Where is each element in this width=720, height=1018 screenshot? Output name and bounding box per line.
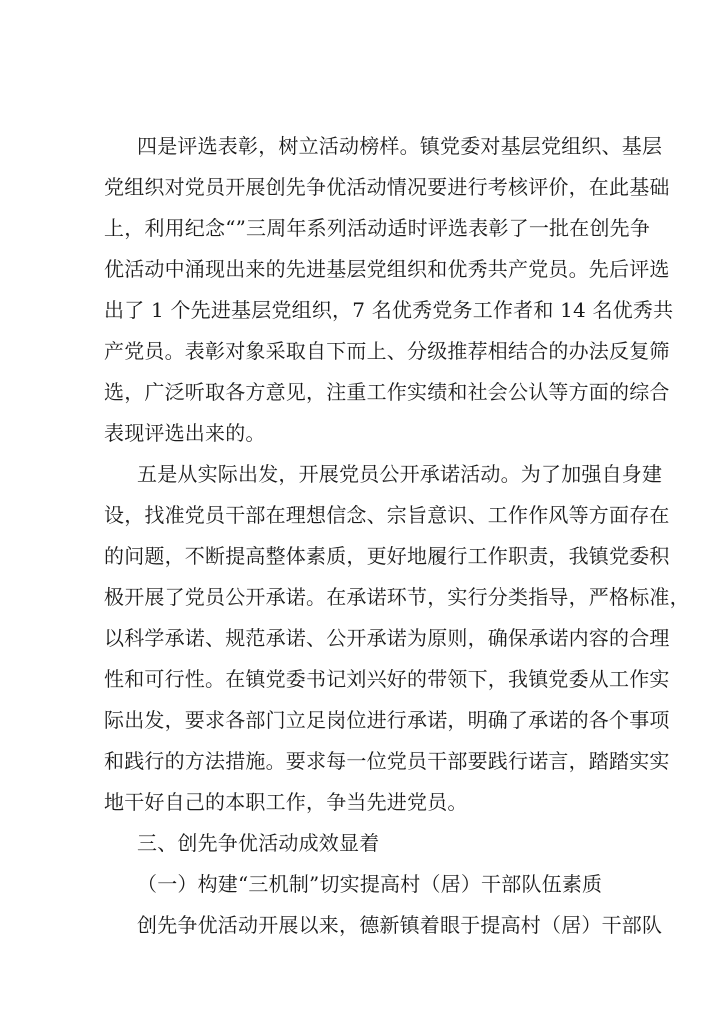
section-heading: 三、创先争优活动成效显着 [137,831,380,855]
paragraph-5-line-1: 五是从实际出发，开展党员公开承诺活动。为了加强自身建 [137,462,663,486]
paragraph-6-line-1: 创先争优活动开展以来，德新镇着眼于提高村（居）干部队 [137,913,663,937]
paragraph-4-line-3: 上，利用纪念“”三周年系列活动适时评选表彰了一批在创先争 [104,216,651,240]
paragraph-5-line-6: 性和可行性。在镇党委书记刘兴好的带领下，我镇党委从工作实 [104,667,670,691]
paragraph-4-line-7: 选，广泛听取各方意见，注重工作实绩和社会公认等方面的综合 [104,380,670,404]
paragraph-4-line-1: 四是评选表彰，树立活动榜样。镇党委对基层党组织、基层 [137,134,663,158]
paragraph-4-line-6: 产党员。表彰对象采取自下而上、分级推荐相结合的办法反复筛 [104,339,670,363]
paragraph-4-line-8: 表现评选出来的。 [104,421,266,445]
paragraph-5-line-4: 极开展了党员公开承诺。在承诺环节，实行分类指导，严格标准， [104,585,690,609]
paragraph-4-line-2: 党组织对党员开展创先争优活动情况要进行考核评价，在此基础 [104,175,670,199]
paragraph-5-line-8: 和践行的方法措施。要求每一位党员干部要践行诺言，踏踏实实 [104,749,670,773]
paragraph-5-line-5: 以科学承诺、规范承诺、公开承诺为原则，确保承诺内容的合理 [104,626,670,650]
paragraph-4-line-5: 出了 1 个先进基层党组织，7 名优秀党务工作者和 14 名优秀共 [104,298,674,322]
paragraph-5-line-3: 的问题，不断提高整体素质，更好地履行工作职责，我镇党委积 [104,544,670,568]
paragraph-5-line-9: 地干好自己的本职工作，争当先进党员。 [104,790,468,814]
paragraph-5-line-2: 设，找准党员干部在理想信念、宗旨意识、工作作风等方面存在 [104,503,670,527]
subsection-heading: （一）构建“三机制”切实提高村（居）干部队伍素质 [137,872,603,896]
paragraph-5-line-7: 际出发，要求各部门立足岗位进行承诺，明确了承诺的各个事项 [104,708,670,732]
paragraph-4-line-4: 优活动中涌现出来的先进基层党组织和优秀共产党员。先后评选 [104,257,670,281]
